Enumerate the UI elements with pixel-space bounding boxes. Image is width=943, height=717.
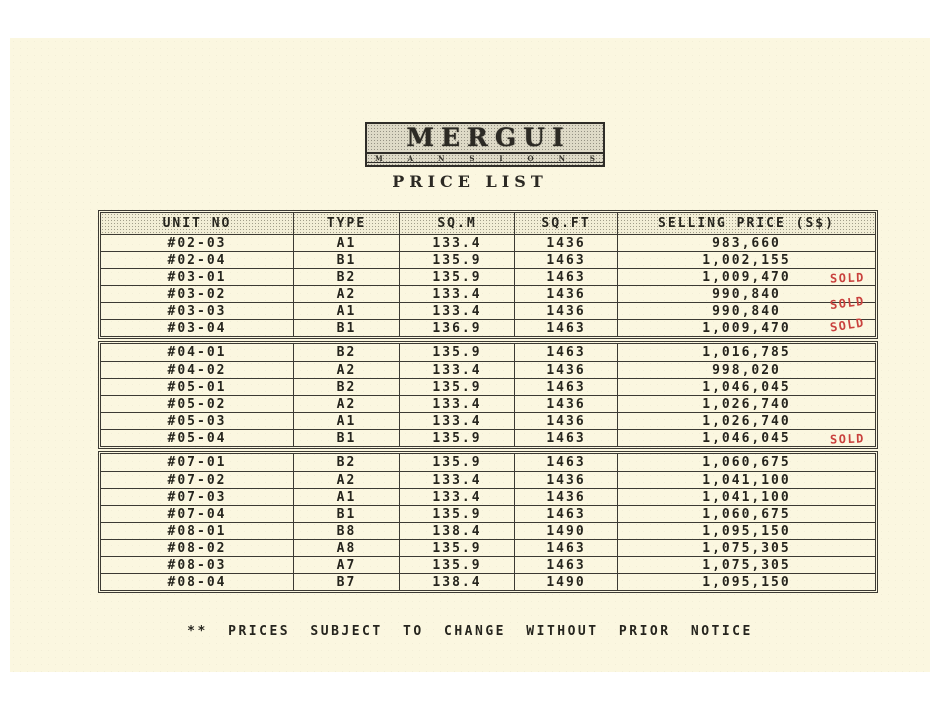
cell-price — [617, 489, 875, 506]
cell-type-value: A8 — [336, 541, 357, 556]
cell-unit-no-value: #03-02 — [167, 287, 227, 302]
cell-price-value: 990,840 — [712, 287, 781, 302]
cell-price-value: 1,095,150 — [702, 575, 791, 590]
cell-unit-no — [101, 379, 293, 396]
brand-subtitle-letter: A — [407, 153, 414, 163]
brand-subtitle-letter: O — [527, 153, 534, 163]
cell-type-value: A1 — [336, 490, 357, 505]
cell-price-value: 1,095,150 — [702, 524, 791, 539]
cell-sqft — [514, 506, 617, 523]
cell-sqft-value: 1490 — [546, 524, 586, 539]
cell-type-value: B1 — [336, 321, 357, 336]
sold-stamp: SOLD — [829, 315, 866, 335]
cell-type-value: B2 — [336, 455, 357, 470]
cell-sqm — [399, 489, 514, 506]
table-row — [101, 315, 875, 336]
cell-unit-no — [101, 430, 293, 447]
cell-sqm — [399, 472, 514, 489]
cell-sqm — [399, 362, 514, 379]
table-block — [98, 451, 878, 593]
table-block — [98, 210, 878, 339]
table-header-row — [101, 213, 875, 234]
cell-sqft-value: 1436 — [546, 304, 586, 319]
cell-sqft — [514, 320, 617, 337]
cell-sqft-value: 1436 — [546, 287, 586, 302]
cell-sqm-value: 133.4 — [432, 397, 482, 412]
column-header-price: SELLING PRICE (S$) — [617, 213, 875, 234]
cell-sqm — [399, 235, 514, 252]
cell-sqm-value: 133.4 — [432, 473, 482, 488]
table-row — [101, 505, 875, 522]
cell-type-value: B2 — [336, 380, 357, 395]
cell-type-value: B7 — [336, 575, 357, 590]
cell-type — [293, 489, 399, 506]
cell-price — [617, 362, 875, 379]
cell-unit-no-value: #03-03 — [167, 304, 227, 319]
cell-sqft-value: 1463 — [546, 380, 586, 395]
cell-sqft — [514, 540, 617, 557]
cell-type-value: A1 — [336, 236, 357, 251]
brand-subtitle-letter: S — [589, 153, 595, 163]
cell-unit-no-value: #08-03 — [167, 558, 227, 573]
cell-price-value: 1,016,785 — [702, 345, 791, 360]
cell-type — [293, 523, 399, 540]
cell-unit-no — [101, 506, 293, 523]
cell-unit-no-value: #05-01 — [167, 380, 227, 395]
cell-price — [617, 379, 875, 396]
brand-subtitle-letter: M — [375, 153, 383, 163]
price-table — [98, 210, 878, 595]
cell-price — [617, 413, 875, 430]
table-row — [101, 344, 875, 361]
cell-sqm — [399, 252, 514, 269]
cell-sqm-value: 135.9 — [432, 541, 482, 556]
cell-unit-no-value: #04-02 — [167, 363, 227, 378]
brand-subtitle-letter: I — [499, 153, 503, 163]
cell-type-value: A2 — [336, 287, 357, 302]
cell-price-value: 1,026,740 — [702, 397, 791, 412]
cell-unit-no — [101, 540, 293, 557]
cell-type — [293, 252, 399, 269]
price-disclaimer: ** PRICES SUBJECT TO CHANGE WITHOUT PRIOR NOTICE — [187, 624, 753, 639]
brand-subtitle-letter: N — [558, 153, 565, 163]
cell-type-value: A2 — [336, 363, 357, 378]
cell-price-value: 1,041,100 — [702, 473, 791, 488]
cell-sqft — [514, 489, 617, 506]
brand-logo — [365, 122, 605, 167]
cell-unit-no — [101, 574, 293, 591]
cell-type-value: B2 — [336, 270, 357, 285]
table-row — [101, 268, 875, 285]
cell-unit-no-value: #07-01 — [167, 455, 227, 470]
cell-unit-no — [101, 235, 293, 252]
cell-unit-no-value: #02-03 — [167, 236, 227, 251]
table-row — [101, 412, 875, 429]
page-title: PRICE LIST — [392, 172, 548, 191]
cell-sqft — [514, 557, 617, 574]
cell-type-value: B8 — [336, 524, 357, 539]
cell-unit-no-value: #08-04 — [167, 575, 227, 590]
column-header-unit: UNIT NO — [162, 216, 232, 231]
cell-sqft-value: 1436 — [546, 414, 586, 429]
cell-type — [293, 430, 399, 447]
cell-sqft-value: 1463 — [546, 455, 586, 470]
cell-unit-no — [101, 320, 293, 337]
cell-type-value: B1 — [336, 253, 357, 268]
cell-sqm — [399, 574, 514, 591]
cell-unit-no — [101, 413, 293, 430]
cell-price-value: 1,041,100 — [702, 490, 791, 505]
cell-type — [293, 557, 399, 574]
cell-price-value: 1,060,675 — [702, 507, 791, 522]
table-row — [101, 454, 875, 471]
cell-sqm-value: 135.9 — [432, 507, 482, 522]
cell-sqft-value: 1436 — [546, 363, 586, 378]
cell-sqft — [514, 269, 617, 286]
cell-sqm-value: 138.4 — [432, 524, 482, 539]
cell-sqm-value: 133.4 — [432, 236, 482, 251]
cell-type — [293, 472, 399, 489]
brand-name: MERGUI — [406, 123, 571, 152]
cell-sqft — [514, 574, 617, 591]
cell-sqm — [399, 396, 514, 413]
cell-unit-no-value: #05-03 — [167, 414, 227, 429]
cell-unit-no-value: #08-01 — [167, 524, 227, 539]
cell-price-value: 1,046,045 — [702, 431, 791, 446]
table-row — [101, 361, 875, 378]
cell-type-value: A7 — [336, 558, 357, 573]
cell-type — [293, 269, 399, 286]
cell-sqm — [399, 454, 514, 471]
cell-unit-no — [101, 362, 293, 379]
cell-price-value: 990,840 — [712, 304, 781, 319]
cell-sqft-value: 1463 — [546, 431, 586, 446]
cell-price — [617, 430, 875, 447]
cell-unit-no-value: #03-04 — [167, 321, 227, 336]
cell-sqm-value: 133.4 — [432, 304, 482, 319]
cell-sqm-value: 135.9 — [432, 455, 482, 470]
cell-unit-no — [101, 286, 293, 303]
cell-price — [617, 293, 875, 320]
cell-type-value: B2 — [336, 345, 357, 360]
cell-sqft — [514, 430, 617, 447]
cell-price-value: 1,075,305 — [702, 541, 791, 556]
cell-price — [617, 472, 875, 489]
table-row — [101, 234, 875, 251]
table-row — [101, 429, 875, 446]
cell-price — [617, 506, 875, 523]
cell-price — [617, 396, 875, 413]
cell-type-value: A2 — [336, 397, 357, 412]
cell-price-value: 1,009,470 — [702, 321, 791, 336]
cell-sqft-value: 1463 — [546, 558, 586, 573]
cell-sqft — [514, 396, 617, 413]
cell-sqm — [399, 269, 514, 286]
cell-sqm-value: 136.9 — [432, 321, 482, 336]
sold-stamp: SOLD — [829, 270, 866, 286]
cell-price — [617, 454, 875, 471]
sold-stamp: SOLD — [829, 293, 866, 313]
table-row — [101, 395, 875, 412]
cell-sqft — [514, 303, 617, 320]
cell-sqm — [399, 344, 514, 361]
cell-unit-no — [101, 396, 293, 413]
cell-sqm-value: 133.4 — [432, 490, 482, 505]
brand-subtitle-letter: N — [438, 153, 445, 163]
cell-price — [617, 252, 875, 269]
cell-sqm-value: 138.4 — [432, 575, 482, 590]
table-row — [101, 285, 875, 302]
cell-price — [617, 235, 875, 252]
cell-type — [293, 303, 399, 320]
cell-type — [293, 362, 399, 379]
cell-sqft-value: 1463 — [546, 507, 586, 522]
sold-stamp: SOLD — [829, 431, 866, 447]
cell-price-value: 1,075,305 — [702, 558, 791, 573]
cell-sqft-value: 1463 — [546, 270, 586, 285]
cell-sqm — [399, 430, 514, 447]
cell-sqft — [514, 523, 617, 540]
cell-type-value: A1 — [336, 414, 357, 429]
table-row — [101, 539, 875, 556]
cell-type — [293, 235, 399, 252]
cell-unit-no — [101, 252, 293, 269]
cell-sqm-value: 135.9 — [432, 345, 482, 360]
column-header-sqft: SQ.FT — [514, 213, 617, 234]
cell-price — [617, 540, 875, 557]
cell-sqft-value: 1463 — [546, 321, 586, 336]
cell-unit-no — [101, 303, 293, 320]
paper-sheet — [10, 38, 930, 672]
cell-sqm-value: 133.4 — [432, 287, 482, 302]
cell-unit-no — [101, 523, 293, 540]
cell-sqm-value: 135.9 — [432, 253, 482, 268]
cell-unit-no-value: #03-01 — [167, 270, 227, 285]
cell-type — [293, 413, 399, 430]
table-row — [101, 378, 875, 395]
cell-sqft — [514, 362, 617, 379]
cell-sqm-value: 135.9 — [432, 380, 482, 395]
cell-price — [617, 315, 875, 337]
cell-unit-no-value: #07-02 — [167, 473, 227, 488]
cell-sqm-value: 135.9 — [432, 431, 482, 446]
cell-price-value: 1,060,675 — [702, 455, 791, 470]
table-row — [101, 488, 875, 505]
cell-sqft — [514, 472, 617, 489]
cell-unit-no-value: #05-04 — [167, 431, 227, 446]
cell-type — [293, 454, 399, 471]
cell-sqm-value: 135.9 — [432, 558, 482, 573]
brand-subtitle-letter: S — [469, 153, 475, 163]
cell-sqft-value: 1463 — [546, 253, 586, 268]
cell-sqft — [514, 454, 617, 471]
column-header-sqm: SQ.M — [399, 213, 514, 234]
cell-price — [617, 269, 875, 286]
cell-sqm — [399, 523, 514, 540]
cell-sqft — [514, 379, 617, 396]
cell-unit-no-value: #04-01 — [167, 345, 227, 360]
cell-sqm — [399, 320, 514, 337]
column-header-type: TYPE — [293, 213, 399, 234]
cell-sqft-value: 1463 — [546, 541, 586, 556]
cell-unit-no — [101, 454, 293, 471]
cell-sqm — [399, 557, 514, 574]
cell-type-value: A2 — [336, 473, 357, 488]
cell-sqm-value: 135.9 — [432, 270, 482, 285]
cell-sqm-value: 133.4 — [432, 414, 482, 429]
cell-price — [617, 557, 875, 574]
cell-unit-no-value: #08-02 — [167, 541, 227, 556]
cell-price-value: 1,002,155 — [702, 253, 791, 268]
cell-unit-no — [101, 472, 293, 489]
cell-sqm — [399, 506, 514, 523]
cell-price-value: 1,026,740 — [702, 414, 791, 429]
cell-sqm-value: 133.4 — [432, 363, 482, 378]
cell-sqft — [514, 235, 617, 252]
cell-price — [617, 574, 875, 591]
table-row — [101, 573, 875, 590]
cell-type — [293, 344, 399, 361]
cell-sqm — [399, 379, 514, 396]
cell-sqft-value: 1463 — [546, 345, 586, 360]
table-row — [101, 522, 875, 539]
cell-sqft-value: 1490 — [546, 575, 586, 590]
cell-unit-no-value: #05-02 — [167, 397, 227, 412]
cell-type — [293, 286, 399, 303]
cell-sqft — [514, 286, 617, 303]
cell-unit-no — [101, 557, 293, 574]
cell-sqft — [514, 344, 617, 361]
cell-price — [617, 344, 875, 361]
cell-type — [293, 379, 399, 396]
cell-unit-no-value: #07-03 — [167, 490, 227, 505]
cell-type — [293, 574, 399, 591]
cell-sqft-value: 1436 — [546, 473, 586, 488]
cell-type-value: A1 — [336, 304, 357, 319]
table-row — [101, 471, 875, 488]
cell-unit-no — [101, 344, 293, 361]
cell-type — [293, 396, 399, 413]
cell-type-value: B1 — [336, 431, 357, 446]
table-row — [101, 251, 875, 268]
cell-type — [293, 506, 399, 523]
cell-sqft-value: 1436 — [546, 490, 586, 505]
cell-type — [293, 320, 399, 337]
table-block — [98, 341, 878, 449]
cell-sqft-value: 1436 — [546, 236, 586, 251]
cell-unit-no — [101, 489, 293, 506]
cell-price-value: 998,020 — [712, 363, 781, 378]
cell-sqft-value: 1436 — [546, 397, 586, 412]
cell-type — [293, 540, 399, 557]
cell-sqft — [514, 252, 617, 269]
table-row — [101, 556, 875, 573]
cell-price-value: 983,660 — [712, 236, 781, 251]
cell-sqm — [399, 540, 514, 557]
cell-sqm — [399, 303, 514, 320]
brand-subtitle — [367, 152, 603, 163]
cell-price-value: 1,046,045 — [702, 380, 791, 395]
cell-sqm — [399, 413, 514, 430]
cell-sqft — [514, 413, 617, 430]
cell-price-value: 1,009,470 — [702, 270, 791, 285]
cell-unit-no — [101, 269, 293, 286]
cell-price — [617, 523, 875, 540]
cell-unit-no-value: #07-04 — [167, 507, 227, 522]
cell-sqm — [399, 286, 514, 303]
cell-unit-no-value: #02-04 — [167, 253, 227, 268]
cell-type-value: B1 — [336, 507, 357, 522]
